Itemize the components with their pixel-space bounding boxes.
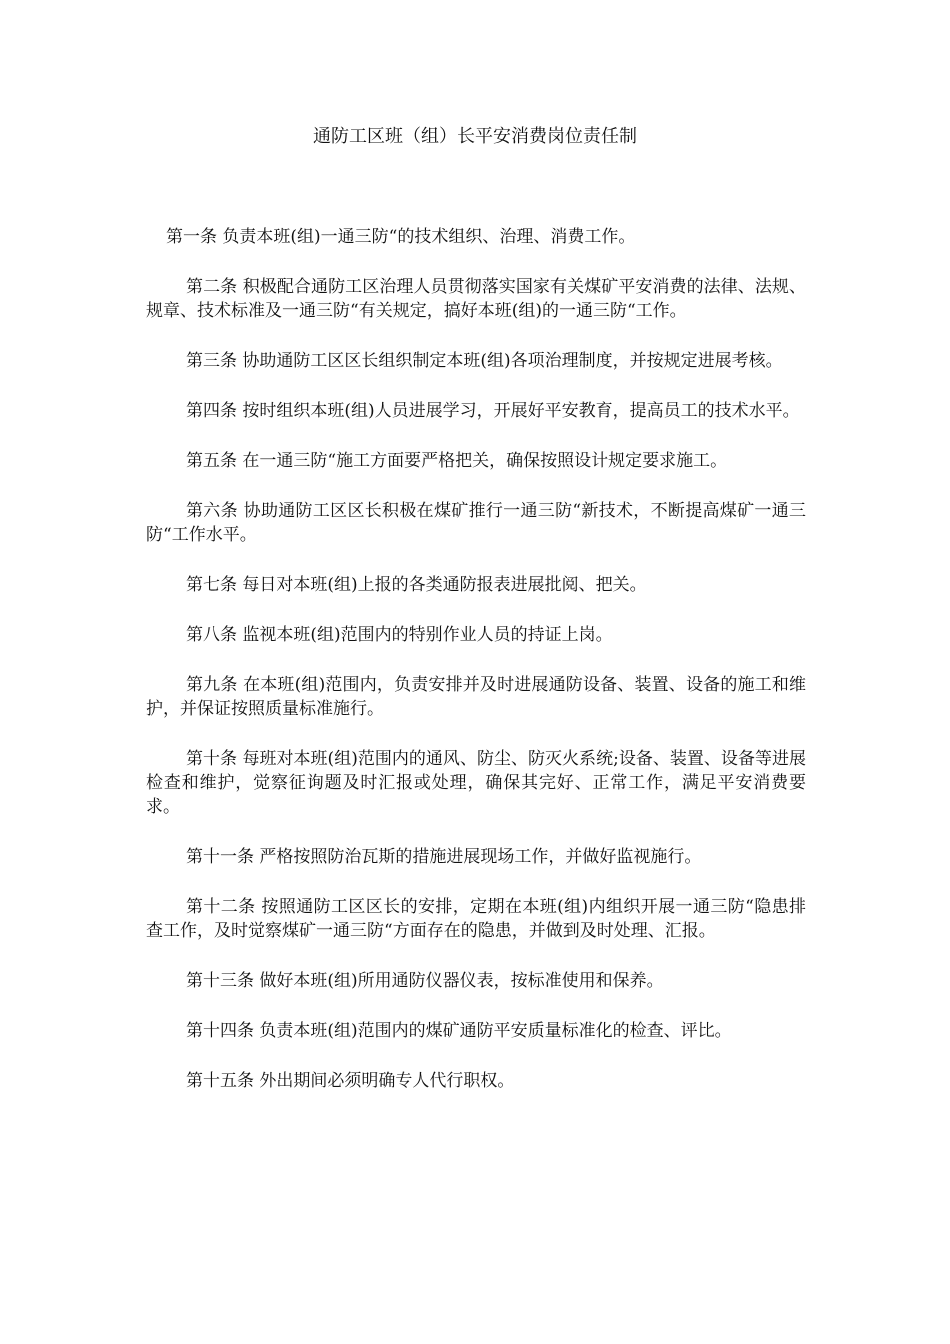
article-label: 第十一条 bbox=[186, 847, 254, 867]
article-label: 第十二条 bbox=[186, 897, 256, 917]
article-15 bbox=[146, 1069, 806, 1093]
article-label: 第六条 bbox=[186, 501, 238, 521]
article-7 bbox=[146, 573, 806, 597]
article-text: 按时组织本班(组)人员进展学习，开展好平安教育，提高员工的技术水平。 bbox=[242, 401, 800, 421]
article-text: 协助通防工区区长组织制定本班(组)各项治理制度，并按规定进展考核。 bbox=[242, 351, 783, 371]
document-body bbox=[146, 225, 806, 1119]
article-text: 在本班(组)范围内，负责安排并及时进展通防设备、装置、设备的施工和维护，并保证按照质量标准施行。 bbox=[146, 675, 807, 719]
article-label: 第七条 bbox=[186, 575, 237, 595]
article-label: 第十条 bbox=[186, 749, 238, 769]
article-label: 第四条 bbox=[186, 401, 237, 421]
article-label: 第一条 bbox=[166, 227, 217, 247]
page-title: 通防工区班（组）长平安消费岗位责任制 bbox=[313, 126, 637, 147]
article-text: 严格按照防治瓦斯的措施进展现场工作，并做好监视施行。 bbox=[259, 847, 702, 867]
article-2 bbox=[146, 275, 806, 323]
article-label: 第十四条 bbox=[186, 1021, 254, 1041]
article-text: 每班对本班(组)范围内的通风、防尘、防灭火系统;设备、装置、设备等进展检查和维护，觉察征询题及时汇报或处理，确保其完好、正常工作，满足平安消费要求。 bbox=[146, 749, 806, 817]
article-11 bbox=[146, 845, 806, 869]
article-text: 在一通三防“施工方面要严格把关，确保按照设计规定要求施工。 bbox=[242, 451, 728, 471]
article-1 bbox=[146, 225, 806, 249]
article-label: 第二条 bbox=[186, 277, 238, 297]
article-10 bbox=[146, 747, 806, 819]
article-text: 负责本班(组)范围内的煤矿通防平安质量标准化的检查、评比。 bbox=[259, 1021, 732, 1041]
article-13 bbox=[146, 969, 806, 993]
article-text: 做好本班(组)所用通防仪器仪表，按标准使用和保养。 bbox=[259, 971, 664, 991]
article-text: 协助通防工区区长积极在煤矿推行一通三防“新技术，不断提高煤矿一通三防“工作水平。 bbox=[146, 501, 807, 545]
article-text: 每日对本班(组)上报的各类通防报表进展批阅、把关。 bbox=[242, 575, 647, 595]
article-5 bbox=[146, 449, 806, 473]
article-6 bbox=[146, 499, 806, 547]
article-12 bbox=[146, 895, 806, 943]
article-label: 第十三条 bbox=[186, 971, 254, 991]
article-label: 第八条 bbox=[186, 625, 237, 645]
article-4 bbox=[146, 399, 806, 423]
article-text: 负责本班(组)一通三防“的技术组织、治理、消费工作。 bbox=[222, 227, 636, 247]
article-text: 积极配合通防工区治理人员贯彻落实国家有关煤矿平安消费的法律、法规、规章、技术标准及一通三防“有关规定，搞好本班(组)的一通三防“工作。 bbox=[146, 277, 807, 321]
article-label: 第十五条 bbox=[186, 1071, 254, 1091]
article-text: 按照通防工区区长的安排，定期在本班(组)内组织开展一通三防“隐患排查工作，及时觉察煤矿一通三防“方面存在的隐患，并做到及时处理、汇报。 bbox=[146, 897, 807, 941]
article-9 bbox=[146, 673, 806, 721]
article-label: 第九条 bbox=[186, 675, 238, 695]
article-3 bbox=[146, 349, 806, 373]
article-text: 监视本班(组)范围内的特别作业人员的持证上岗。 bbox=[242, 625, 613, 645]
article-text: 外出期间必须明确专人代行职权。 bbox=[259, 1071, 515, 1091]
article-label: 第五条 bbox=[186, 451, 237, 471]
article-14 bbox=[146, 1019, 806, 1043]
article-label: 第三条 bbox=[186, 351, 237, 371]
article-8 bbox=[146, 623, 806, 647]
